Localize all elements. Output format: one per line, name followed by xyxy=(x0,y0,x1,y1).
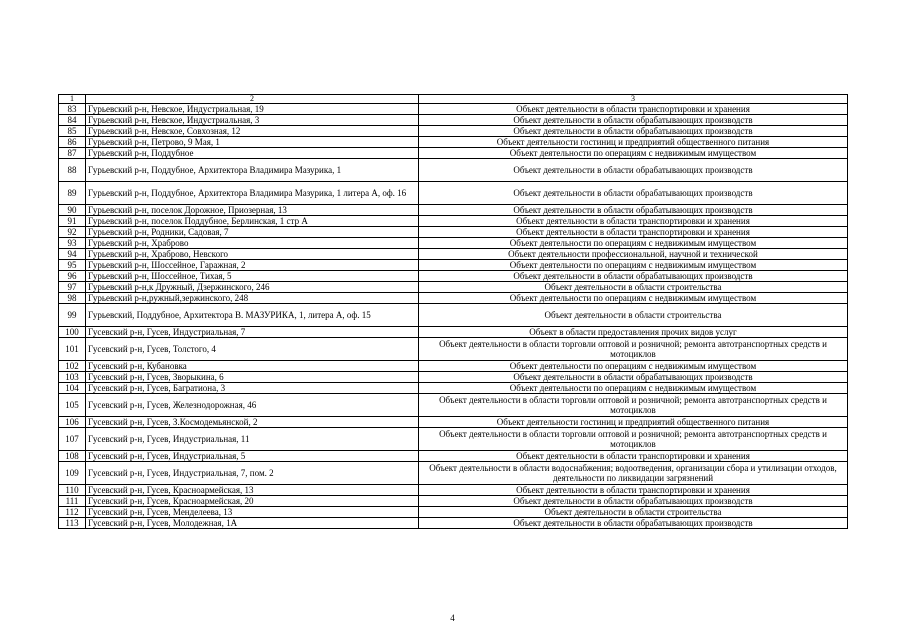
activity-cell: Объект деятельности в области транспортировки и хранения xyxy=(419,485,848,496)
activity-cell: Объект деятельности в области обрабатывающих производств xyxy=(419,182,848,205)
row-number-cell: 83 xyxy=(59,104,86,115)
table-row xyxy=(59,227,848,238)
activity-cell: Объект деятельности в области обрабатывающих производств xyxy=(419,518,848,529)
table-row xyxy=(59,205,848,216)
address-cell: Гусевский р-н, Гусев, Индустриальная, 5 xyxy=(86,451,419,462)
activity-cell: Объект деятельности по операциям с недвижимым имуществом xyxy=(419,260,848,271)
row-number-cell: 97 xyxy=(59,282,86,293)
row-number-cell: 85 xyxy=(59,126,86,137)
row-number-cell: 111 xyxy=(59,496,86,507)
row-number-cell: 94 xyxy=(59,249,86,260)
row-number-cell: 109 xyxy=(59,462,86,485)
activity-cell: Объект деятельности в области строительства xyxy=(419,507,848,518)
row-number-cell: 89 xyxy=(59,182,86,205)
address-cell: Гурьевский р-н, Родники, Садовая, 7 xyxy=(86,227,419,238)
table-row xyxy=(59,293,848,304)
activity-cell: Объект деятельности гостиниц и предприятий общественного питания xyxy=(419,137,848,148)
table-row xyxy=(59,518,848,529)
table-row xyxy=(59,216,848,227)
row-number-cell: 100 xyxy=(59,327,86,338)
activity-cell: Объект деятельности в области обрабатывающих производств xyxy=(419,126,848,137)
address-cell: Гурьевский р-н, поселок Поддубное, Берлинская, 1 стр А xyxy=(86,216,419,227)
activity-cell: Объект деятельности по операциям с недвижимым имуществом xyxy=(419,148,848,159)
row-number-cell: 91 xyxy=(59,216,86,227)
activity-cell: Объект деятельности в области транспортировки и хранения xyxy=(419,104,848,115)
address-cell: Гурьевский р-н, Храброво xyxy=(86,238,419,249)
address-cell: Гусевский р-н, Гусев, Красноармейская, 13 xyxy=(86,485,419,496)
address-cell: Гурьевский р-н, Невское, Совхозная, 12 xyxy=(86,126,419,137)
row-number-cell: 93 xyxy=(59,238,86,249)
activity-cell: Объект деятельности профессиональной, научной и технической xyxy=(419,249,848,260)
address-cell: Гусевский р-н, Гусев, Индустриальная, 7, пом. 2 xyxy=(86,462,419,485)
table-row xyxy=(59,361,848,372)
header-col-1: 1 xyxy=(59,95,86,104)
row-number-cell: 96 xyxy=(59,271,86,282)
table-row xyxy=(59,338,848,361)
table-row xyxy=(59,159,848,182)
table-row xyxy=(59,271,848,282)
row-number-cell: 110 xyxy=(59,485,86,496)
table-row xyxy=(59,485,848,496)
address-cell: Гурьевский р-н,ружный,зержинского, 248 xyxy=(86,293,419,304)
table-row xyxy=(59,372,848,383)
address-cell: Гусевский р-н, Гусев, З.Космодемьянской, 2 xyxy=(86,417,419,428)
row-number-cell: 104 xyxy=(59,383,86,394)
table-row xyxy=(59,327,848,338)
activity-cell: Объект деятельности в области транспортировки и хранения xyxy=(419,227,848,238)
row-number-cell: 105 xyxy=(59,394,86,417)
activity-cell: Объект деятельности в области обрабатывающих производств xyxy=(419,115,848,126)
activity-cell: Объект деятельности в области обрабатывающих производств xyxy=(419,271,848,282)
address-cell: Гусевский р-н, Гусев, Индустриальная, 7 xyxy=(86,327,419,338)
table-row xyxy=(59,394,848,417)
address-cell: Гусевский р-н, Гусев, Железнодорожная, 46 xyxy=(86,394,419,417)
activity-cell: Объект деятельности по операциям с недвижимым имуществом xyxy=(419,361,848,372)
table-row xyxy=(59,249,848,260)
activity-cell: Объект деятельности по операциям с недвижимым имуществом xyxy=(419,238,848,249)
activity-cell: Объект в области предоставления прочих видов услуг xyxy=(419,327,848,338)
table-row xyxy=(59,462,848,485)
row-number-cell: 112 xyxy=(59,507,86,518)
address-cell: Гурьевский р-н, Поддубное xyxy=(86,148,419,159)
activity-cell: Объект деятельности в области обрабатывающих производств xyxy=(419,159,848,182)
row-number-cell: 92 xyxy=(59,227,86,238)
activity-cell: Объект деятельности гостиниц и предприятий общественного питания xyxy=(419,417,848,428)
table-row xyxy=(59,496,848,507)
address-cell: Гурьевский р-н, Храброво, Невского xyxy=(86,249,419,260)
address-cell: Гусевский р-н, Гусев, Менделеева, 13 xyxy=(86,507,419,518)
header-col-3: 3 xyxy=(419,95,848,104)
row-number-cell: 107 xyxy=(59,428,86,451)
table-row xyxy=(59,417,848,428)
table-row xyxy=(59,304,848,327)
activity-cell: Объект деятельности в области торговли оптовой и розничной; ремонта автотранспортных средств и мотоциклов xyxy=(419,394,848,417)
address-cell: Гурьевский р-н, поселок Дорожное, Приозерная, 13 xyxy=(86,205,419,216)
activity-cell: Объект деятельности в области строительства xyxy=(419,282,848,293)
row-number-cell: 113 xyxy=(59,518,86,529)
address-cell: Гурьевский р-н, Поддубное, Архитектора Владимира Мазурика, 1 xyxy=(86,159,419,182)
row-number-cell: 99 xyxy=(59,304,86,327)
address-cell: Гусевский р-н, Гусев, Зворыкина, 6 xyxy=(86,372,419,383)
row-number-cell: 86 xyxy=(59,137,86,148)
row-number-cell: 108 xyxy=(59,451,86,462)
row-number-cell: 102 xyxy=(59,361,86,372)
address-cell: Гусевский р-н, Гусев, Красноармейская, 20 xyxy=(86,496,419,507)
address-cell: Гурьевский р-н, Невское, Индустриальная, 19 xyxy=(86,104,419,115)
table-row xyxy=(59,104,848,115)
address-cell: Гурьевский, Поддубное, Архитектора В. МАЗУРИКА, 1, литера А, оф. 15 xyxy=(86,304,419,327)
activity-cell: Объект деятельности в области водоснабжения; водоотведения, организации сбора и утилизации отходов, деятельности по ликвидации загрязнений xyxy=(419,462,848,485)
address-cell: Гурьевский р-н, Невское, Индустриальная, 3 xyxy=(86,115,419,126)
address-cell: Гусевский р-н, Гусев, Индустриальная, 11 xyxy=(86,428,419,451)
table-row xyxy=(59,428,848,451)
activity-cell: Объект деятельности по операциям с недвижимым имуществом xyxy=(419,383,848,394)
table-row xyxy=(59,182,848,205)
table-row xyxy=(59,260,848,271)
activity-cell: Объект деятельности в области обрабатывающих производств xyxy=(419,372,848,383)
activity-cell: Объект деятельности в области строительства xyxy=(419,304,848,327)
header-col-2: 2 xyxy=(86,95,419,104)
activity-cell: Объект деятельности в области торговли оптовой и розничной; ремонта автотранспортных средств и мотоциклов xyxy=(419,338,848,361)
address-cell: Гусевский р-н, Кубановка xyxy=(86,361,419,372)
activity-cell: Объект деятельности в области обрабатывающих производств xyxy=(419,496,848,507)
address-cell: Гурьевский р-н, Шоссейное, Тихая, 5 xyxy=(86,271,419,282)
address-cell: Гусевский р-н, Гусев, Толстого, 4 xyxy=(86,338,419,361)
row-number-cell: 87 xyxy=(59,148,86,159)
table-row xyxy=(59,383,848,394)
row-number-cell: 90 xyxy=(59,205,86,216)
table-row xyxy=(59,451,848,462)
table-row xyxy=(59,126,848,137)
table-row xyxy=(59,115,848,126)
activity-cell: Объект деятельности по операциям с недвижимым имуществом xyxy=(419,293,848,304)
table-row xyxy=(59,137,848,148)
row-number-cell: 98 xyxy=(59,293,86,304)
table-row xyxy=(59,238,848,249)
activity-cell: Объект деятельности в области транспортировки и хранения xyxy=(419,451,848,462)
table-row xyxy=(59,148,848,159)
address-cell: Гурьевский р-н, Петрово, 9 Мая, 1 xyxy=(86,137,419,148)
registry-table xyxy=(58,94,848,529)
row-number-cell: 106 xyxy=(59,417,86,428)
activity-cell: Объект деятельности в области обрабатывающих производств xyxy=(419,205,848,216)
activity-cell: Объект деятельности в области транспортировки и хранения xyxy=(419,216,848,227)
row-number-cell: 88 xyxy=(59,159,86,182)
table-row xyxy=(59,507,848,518)
address-cell: Гурьевский р-н, Шоссейное, Гаражная, 2 xyxy=(86,260,419,271)
address-cell: Гурьевский р-н, Поддубное, Архитектора Владимира Мазурика, 1 литера А, оф. 16 xyxy=(86,182,419,205)
row-number-cell: 84 xyxy=(59,115,86,126)
address-cell: Гусевский р-н, Гусев, Багратиона, 3 xyxy=(86,383,419,394)
row-number-cell: 103 xyxy=(59,372,86,383)
address-cell: Гусевский р-н, Гусев, Молодежная, 1А xyxy=(86,518,419,529)
row-number-cell: 95 xyxy=(59,260,86,271)
address-cell: Гурьевский р-н,к Дружный, Дзержинского, 246 xyxy=(86,282,419,293)
page-number: 4 xyxy=(450,613,455,623)
table-header-row xyxy=(59,95,848,104)
row-number-cell: 101 xyxy=(59,338,86,361)
table-row xyxy=(59,282,848,293)
activity-cell: Объект деятельности в области торговли оптовой и розничной; ремонта автотранспортных средств и мотоциклов xyxy=(419,428,848,451)
